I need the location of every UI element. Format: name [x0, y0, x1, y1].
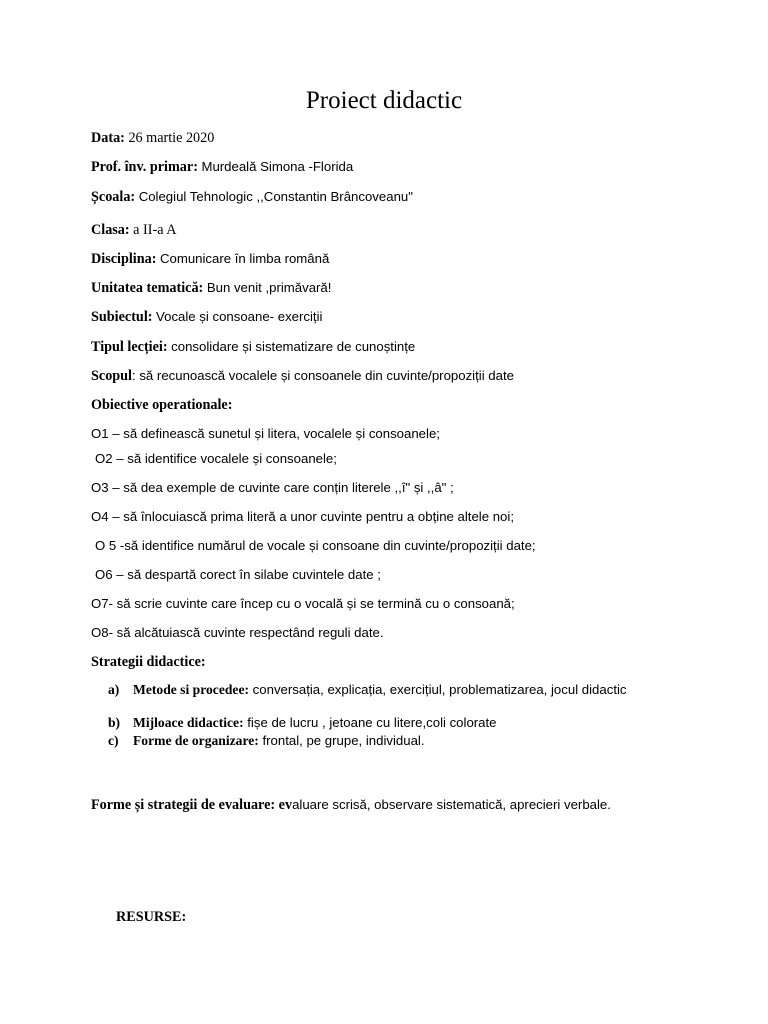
field-label: Unitatea tematică: — [91, 280, 204, 296]
field-unitatea — [91, 279, 331, 297]
evaluare-label-suffix: ev — [275, 797, 293, 813]
objective-item: O2 – să identifice vocalele și consoanele; — [95, 451, 337, 466]
field-scopul — [91, 367, 514, 385]
field-value: 26 martie 2020 — [128, 130, 215, 146]
document-title: Proiect didactic — [305, 87, 463, 114]
field-value: Bun venit ,primăvară! — [206, 280, 332, 295]
list-marker: c) — [108, 733, 119, 748]
field-value: Comunicare în limba română — [159, 251, 330, 266]
list-marker: b) — [108, 715, 121, 730]
field-label: Data: — [91, 130, 125, 146]
field-label: Prof. înv. primar: — [91, 159, 198, 175]
field-label: Scopul — [91, 368, 133, 384]
field-label: Disciplina: — [91, 251, 157, 267]
field-prof — [91, 158, 353, 176]
strategy-value: fișe de lucru , jetoane cu litere,coli colorate — [243, 715, 497, 730]
objective-item: O6 – să despartă corect în silabe cuvintele date ; — [95, 567, 381, 582]
field-label: Școala: — [91, 189, 136, 205]
field-label: Clasa: — [91, 222, 130, 238]
resurse-heading: RESURSE: — [116, 909, 187, 925]
evaluare-line — [91, 796, 611, 814]
field-label: Subiectul: — [91, 309, 153, 325]
field-tipul — [91, 338, 415, 356]
list-marker: a) — [108, 682, 120, 697]
section-heading: Strategii didactice: — [91, 654, 206, 670]
field-value: Vocale și consoane- exerciții — [156, 309, 323, 324]
field-value: : să recunoască vocalele și consoanele din cuvinte/propoziții date — [132, 368, 514, 383]
strategy-label: Metode si procedee: — [133, 682, 250, 697]
objectives-heading — [91, 396, 232, 414]
field-scoala — [91, 188, 413, 206]
evaluare-value: aluare scrisă, observare sistematică, aprecieri verbale. — [292, 797, 611, 812]
objective-item: O4 – să înlocuiască prima literă a unor cuvinte pentru a obține altele noi; — [91, 509, 514, 524]
strategy-value: conversația, explicația, exercițiul, problematizarea, jocul didactic — [249, 682, 627, 697]
field-data — [91, 129, 214, 147]
objective-item: O 5 -să identifice numărul de vocale și consoane din cuvinte/propoziții date; — [95, 538, 536, 553]
field-value: Murdeală Simona -Florida — [201, 159, 354, 174]
objective-item: O8- să alcătuiască cuvinte respectând reguli date. — [91, 625, 384, 640]
objective-item: O7- să scrie cuvinte care încep cu o vocală și se termină cu o consoană; — [91, 596, 515, 611]
strategy-value: frontal, pe grupe, individual. — [258, 733, 425, 748]
strategii-heading — [91, 653, 206, 671]
field-value: a II-a A — [133, 222, 177, 238]
field-value: consolidare și sistematizare de cunoștințe — [171, 339, 416, 354]
strategy-label: Mijloace didactice: — [133, 715, 244, 730]
field-label: Tipul lecției: — [91, 339, 168, 355]
objective-item: O3 – să dea exemple de cuvinte care conțin literele ,,î" și ,,â" ; — [91, 480, 454, 495]
field-clasa — [91, 221, 177, 239]
evaluare-label: Forme și strategii de evaluare: — [91, 797, 276, 813]
objective-item: O1 – să definească sunetul și litera, vocalele și consoanele; — [91, 426, 440, 441]
section-heading: Obiective operationale: — [91, 397, 233, 413]
field-value: Colegiul Tehnologic ,,Constantin Brâncoveanu" — [138, 189, 413, 204]
field-disciplina — [91, 250, 329, 268]
field-subiectul — [91, 308, 322, 326]
strategy-label: Forme de organizare: — [133, 733, 259, 748]
